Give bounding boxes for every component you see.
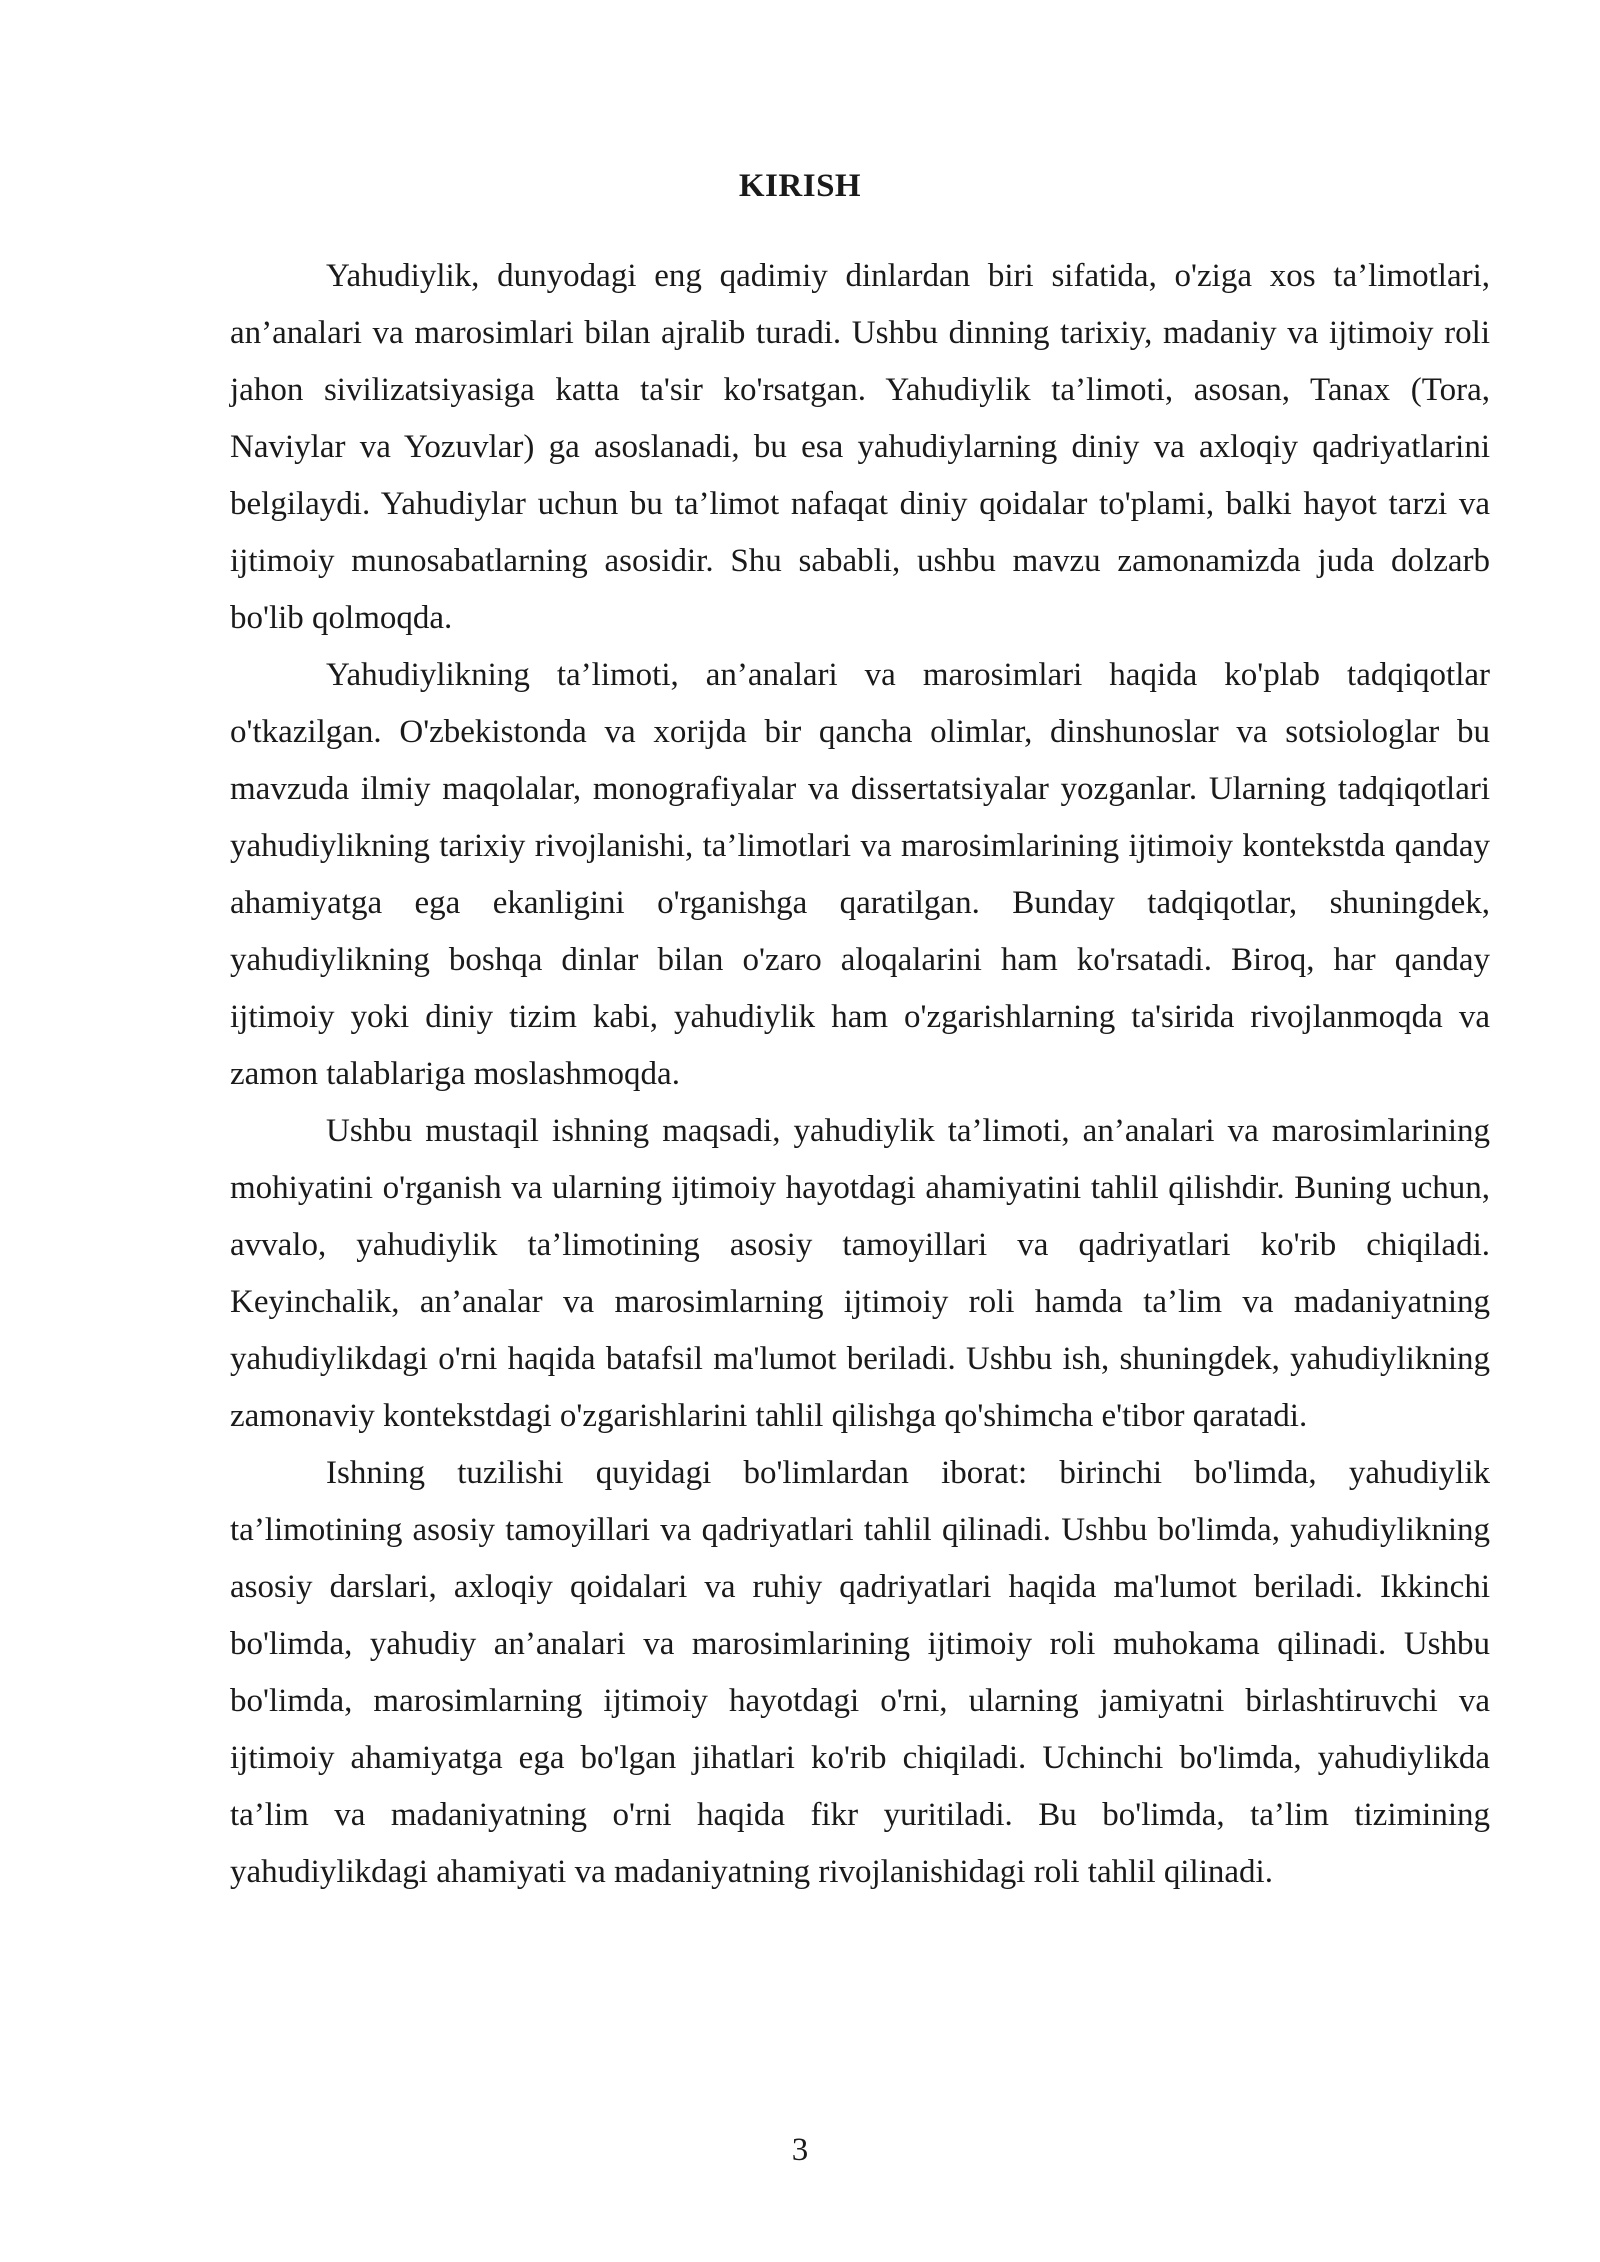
- paragraph-2: Yahudiylikning ta’limoti, an’analari va marosimlari haqida ko'plab tadqiqotlar o'tkazilgan. O'zbekistonda va xorijda bir qancha olimlar, dinshunoslar va sotsiologlar bu mavzuda ilmiy maqolalar, monografiyalar va dissertatsiyalar yozganlar. Ularning tadqiqotlari yahudiylikning tarixiy rivojlanishi, ta’limotlari va marosimlarining ijtimoiy kontekstda qanday ahamiyatga ega ekanligini o'rganishga qaratilgan. Bunday tadqiqotlar, shuningdek, yahudiylikning boshqa dinlar bilan o'zaro aloqalarini ham ko'rsatadi. Biroq, har qanday ijtimoiy yoki diniy tizim kabi, yahudiylik ham o'zgarishlarning ta'sirida rivojlanmoqda va zamon talablariga moslashmoqda.: [230, 657, 1490, 1092]
- body-text: [230, 248, 1490, 1901]
- paragraph-3: Ushbu mustaqil ishning maqsadi, yahudiylik ta’limoti, an’analari va marosimlarining mohiyatini o'rganish va ularning ijtimoiy hayotdagi ahamiyatini tahlil qilishdir. Buning uchun, avvalo, yahudiylik ta’limotining asosiy tamoyillari va qadriyatlari ko'rib chiqiladi. Keyinchalik, an’analar va marosimlarning ijtimoiy roli hamda ta’lim va madaniyatning yahudiylikdagi o'rni haqida batafsil ma'lumot beriladi. Ushbu ish, shuningdek, yahudiylikning zamonaviy kontekstdagi o'zgarishlarini tahlil qilishga qo'shimcha e'tibor qaratadi.: [230, 1113, 1490, 1434]
- page-number: 3: [791, 2132, 809, 2168]
- paragraph-4: Ishning tuzilishi quyidagi bo'limlardan iborat: birinchi bo'limda, yahudiylik ta’limotining asosiy tamoyillari va qadriyatlari tahlil qilinadi. Ushbu bo'limda, yahudiylikning asosiy darslari, axloqiy qoidalari va ruhiy qadriyatlari haqida ma'lumot beriladi. Ikkinchi bo'limda, yahudiy an’analari va marosimlarining ijtimoiy roli muhokama qilinadi. Ushbu bo'limda, marosimlarning ijtimoiy hayotdagi o'rni, ularning jamiyatni birlashtiruvchi va ijtimoiy ahamiyatga ega bo'lgan jihatlari ko'rib chiqiladi. Uchinchi bo'limda, yahudiylikda ta’lim va madaniyatning o'rni haqida fikr yuritiladi. Bu bo'limda, ta’lim tizimining yahudiylikdagi ahamiyati va madaniyatning rivojlanishidagi roli tahlil qilinadi.: [230, 1455, 1490, 1890]
- section-title: KIRISH: [738, 168, 862, 204]
- paragraph-1: Yahudiylik, dunyodagi eng qadimiy dinlardan biri sifatida, o'ziga xos ta’limotlari, an’analari va marosimlari bilan ajralib turadi. Ushbu dinning tarixiy, madaniy va ijtimoiy roli jahon sivilizatsiyasiga katta ta'sir ko'rsatgan. Yahudiylik ta’limoti, asosan, Tanax (Tora, Naviylar va Yozuvlar) ga asoslanadi, bu esa yahudiylarning diniy va axloqiy qadriyatlarini belgilaydi. Yahudiylar uchun bu ta’limot nafaqat diniy qoidalar to'plami, balki hayot tarzi va ijtimoiy munosabatlarning asosidir. Shu sababli, ushbu mavzu zamonamizda juda dolzarb bo'lib qolmoqda.: [230, 258, 1490, 636]
